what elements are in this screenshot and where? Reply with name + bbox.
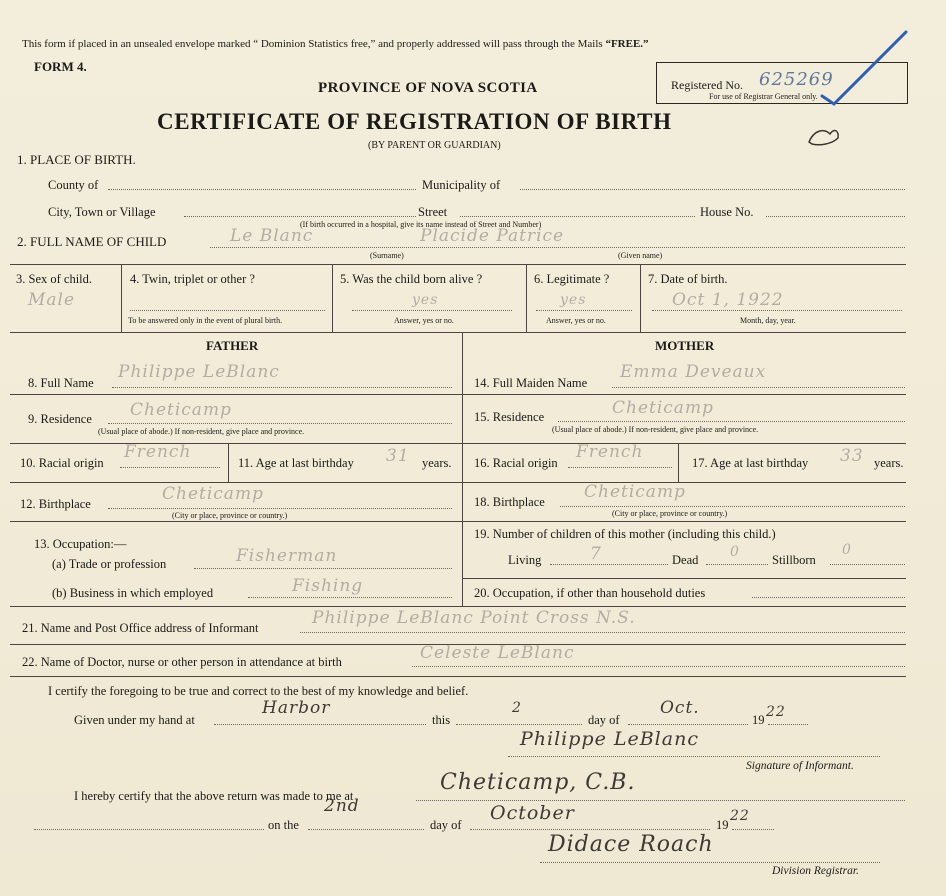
dead-value: 0 bbox=[730, 544, 740, 560]
mother-name-label: 14. Full Maiden Name bbox=[474, 376, 588, 390]
date-of-birth-note: Month, day, year. bbox=[740, 316, 796, 325]
column-divider bbox=[526, 264, 527, 332]
father-birthplace-value: Cheticamp bbox=[162, 484, 264, 504]
place-of-birth-label: 1. PLACE OF BIRTH. bbox=[17, 152, 136, 167]
given-place-value: Harbor bbox=[262, 698, 331, 718]
registrar-year-value: 22 bbox=[730, 808, 750, 824]
mother-occupation-field bbox=[752, 597, 905, 598]
stillborn-value: 0 bbox=[842, 542, 852, 558]
mother-children-label: 19. Number of children of this mother (including this child.) bbox=[474, 527, 776, 541]
sex-value: Male bbox=[28, 290, 76, 310]
mailing-notice bbox=[22, 38, 649, 50]
mother-occupation-label: 20. Occupation, if other than household duties bbox=[474, 586, 706, 600]
mother-birthplace-field bbox=[560, 506, 905, 507]
check-mark-icon bbox=[820, 26, 910, 106]
certify-year-field bbox=[768, 724, 808, 725]
mother-residence-value: Cheticamp bbox=[612, 398, 714, 418]
father-residence-value: Cheticamp bbox=[130, 400, 232, 420]
born-alive-note: Answer, yes or no. bbox=[394, 316, 454, 325]
registrar-place-field bbox=[416, 800, 905, 801]
child-given-name-value: Placide Patrice bbox=[420, 226, 565, 246]
informant-field bbox=[300, 632, 905, 633]
registrar-place-value: Cheticamp, C.B. bbox=[440, 770, 636, 795]
certify-text: I certify the foregoing to be true and correct to the best of my knowledge and belief. bbox=[48, 684, 469, 698]
row-divider bbox=[10, 332, 906, 333]
father-mother-divider bbox=[462, 332, 463, 606]
informant-value: Philippe LeBlanc Point Cross N.S. bbox=[312, 608, 636, 628]
living-field bbox=[550, 564, 668, 565]
attendant-field bbox=[412, 666, 905, 667]
hospital-note: (If birth occurred in a hospital, give its name instead of Street and Number) bbox=[300, 220, 542, 229]
legitimate-field bbox=[536, 310, 632, 311]
registrar-year-field bbox=[732, 829, 774, 830]
father-name-field bbox=[112, 387, 452, 388]
father-name-label: 8. Full Name bbox=[28, 376, 94, 390]
father-racial-field bbox=[120, 467, 220, 468]
mother-name-field bbox=[612, 387, 905, 388]
father-residence-note: (Usual place of abode.) If non-resident, give place and province. bbox=[98, 427, 305, 436]
attendant-label: 22. Name of Doctor, nurse or other person in attendance at birth bbox=[22, 655, 342, 669]
father-birthplace-note: (City or place, province or country.) bbox=[172, 511, 288, 520]
born-alive-field bbox=[352, 310, 512, 311]
sex-label: 3. Sex of child. bbox=[16, 272, 93, 286]
registrar-year-prefix: 19 bbox=[716, 818, 729, 832]
registrar-day-field bbox=[308, 829, 424, 830]
father-trade-field bbox=[194, 568, 452, 569]
mother-residence-note: (Usual place of abode.) If non-resident, give place and province. bbox=[552, 425, 759, 434]
registrar-signature-line bbox=[540, 862, 880, 863]
registrar-day-of-label: day of bbox=[430, 818, 462, 832]
given-name-caption: (Given name) bbox=[618, 251, 663, 260]
row-divider bbox=[10, 676, 906, 677]
child-name-label: 2. FULL NAME OF CHILD bbox=[17, 234, 167, 249]
father-trade-label: (a) Trade or profession bbox=[52, 557, 167, 571]
row-divider bbox=[10, 606, 906, 607]
house-number-field bbox=[766, 216, 905, 217]
twin-field bbox=[130, 310, 325, 311]
certify-month-field bbox=[628, 724, 748, 725]
registrar-day-value: 2nd bbox=[324, 796, 360, 816]
father-years-label: years. bbox=[422, 456, 452, 470]
twin-label: 4. Twin, triplet or other ? bbox=[130, 272, 255, 286]
father-age-value: 31 bbox=[386, 446, 410, 466]
father-birthplace-label: 12. Birthplace bbox=[20, 497, 91, 511]
living-label: Living bbox=[508, 553, 542, 567]
column-divider bbox=[678, 443, 679, 482]
registrar-month-value: October bbox=[490, 802, 575, 824]
father-age-label: 11. Age at last birthday bbox=[238, 456, 354, 470]
informant-signature: Philippe LeBlanc bbox=[520, 728, 699, 750]
surname-caption: (Surname) bbox=[370, 251, 404, 260]
legitimate-label: 6. Legitimate ? bbox=[534, 272, 610, 286]
free-label: “FREE.” bbox=[605, 38, 649, 50]
registrar-signature-caption: Division Registrar. bbox=[772, 865, 859, 877]
father-birthplace-field bbox=[108, 508, 452, 509]
father-business-field bbox=[248, 597, 452, 598]
city-field bbox=[184, 216, 416, 217]
row-divider bbox=[10, 394, 906, 395]
certificate-subtitle: (BY PARENT OR GUARDIAN) bbox=[368, 140, 501, 151]
father-business-label: (b) Business in which employed bbox=[52, 586, 214, 600]
mother-racial-value: French bbox=[576, 442, 644, 462]
mother-birthplace-value: Cheticamp bbox=[584, 482, 686, 502]
mother-age-value: 33 bbox=[840, 446, 864, 466]
municipality-label: Municipality of bbox=[422, 178, 501, 192]
mother-residence-field bbox=[558, 421, 905, 422]
given-place-field bbox=[214, 724, 426, 725]
born-alive-value: yes bbox=[412, 292, 439, 308]
registrar-signature: Didace Roach bbox=[548, 832, 714, 857]
date-of-birth-field bbox=[652, 310, 902, 311]
certificate-title: CERTIFICATE OF REGISTRATION OF BIRTH bbox=[157, 109, 672, 134]
mother-residence-label: 15. Residence bbox=[474, 410, 545, 424]
father-racial-label: 10. Racial origin bbox=[20, 456, 104, 470]
father-heading: FATHER bbox=[206, 338, 259, 353]
this-day-field bbox=[456, 724, 582, 725]
registered-number: 625269 bbox=[759, 69, 834, 90]
stamp-mark-icon bbox=[806, 124, 842, 148]
child-surname-value: Le Blanc bbox=[230, 226, 314, 246]
street-field bbox=[460, 216, 695, 217]
father-name-value: Philippe LeBlanc bbox=[118, 362, 280, 382]
date-of-birth-value: Oct 1, 1922 bbox=[672, 290, 784, 310]
dead-label: Dead bbox=[672, 553, 699, 567]
mailing-notice-text: This form if placed in an unsealed envelope marked “ Dominion Statistics free,” and properly addressed will pass through the Mails bbox=[22, 38, 603, 50]
dead-field bbox=[706, 564, 768, 565]
certify-year-prefix: 19 bbox=[752, 713, 765, 727]
mother-birthplace-note: (City or place, province or country.) bbox=[612, 509, 728, 518]
column-divider bbox=[228, 443, 229, 482]
father-residence-label: 9. Residence bbox=[28, 412, 92, 426]
child-name-field bbox=[210, 247, 905, 248]
stillborn-field bbox=[830, 564, 905, 565]
column-divider bbox=[332, 264, 333, 332]
street-label: Street bbox=[418, 205, 448, 219]
date-of-birth-label: 7. Date of birth. bbox=[648, 272, 728, 286]
municipality-field bbox=[520, 189, 905, 190]
living-value: 7 bbox=[590, 544, 602, 564]
county-label: County of bbox=[48, 178, 99, 192]
informant-label: 21. Name and Post Office address of Informant bbox=[22, 621, 259, 635]
legitimate-note: Answer, yes or no. bbox=[546, 316, 606, 325]
father-occupation-label: 13. Occupation:— bbox=[34, 537, 127, 551]
legitimate-value: yes bbox=[560, 292, 587, 308]
born-alive-label: 5. Was the child born alive ? bbox=[340, 272, 483, 286]
this-label: this bbox=[432, 713, 451, 727]
form-number: FORM 4. bbox=[34, 59, 87, 74]
row-divider bbox=[10, 521, 906, 522]
mother-birthplace-label: 18. Birthplace bbox=[474, 495, 545, 509]
stillborn-label: Stillborn bbox=[772, 553, 816, 567]
registrar-blank-field bbox=[34, 829, 264, 830]
row-divider bbox=[462, 578, 906, 579]
father-residence-field bbox=[108, 423, 452, 424]
mother-name-value: Emma Deveaux bbox=[620, 362, 767, 382]
informant-signature-caption: Signature of Informant. bbox=[746, 760, 854, 772]
informant-signature-line bbox=[508, 756, 880, 757]
mother-racial-label: 16. Racial origin bbox=[474, 456, 558, 470]
certify-day-of-label: day of bbox=[588, 713, 620, 727]
registered-label: Registered No. bbox=[671, 78, 743, 92]
on-the-label: on the bbox=[268, 818, 299, 832]
certify-year-value: 22 bbox=[766, 704, 786, 720]
father-trade-value: Fisherman bbox=[236, 546, 338, 566]
column-divider bbox=[640, 264, 641, 332]
registrar-text: I hereby certify that the above return was made to me at bbox=[74, 789, 354, 803]
certify-month-value: Oct. bbox=[660, 698, 700, 718]
mother-racial-field bbox=[568, 467, 672, 468]
city-label: City, Town or Village bbox=[48, 205, 156, 219]
house-number-label: House No. bbox=[700, 205, 754, 219]
registrar-month-field bbox=[470, 829, 710, 830]
county-field bbox=[108, 189, 416, 190]
province-heading: PROVINCE OF NOVA SCOTIA bbox=[318, 80, 538, 96]
mother-age-label: 17. Age at last birthday bbox=[692, 456, 809, 470]
attendant-value: Celeste LeBlanc bbox=[420, 643, 575, 663]
registrar-use-note: For use of Registrar General only. bbox=[709, 92, 818, 101]
row-divider bbox=[10, 264, 906, 265]
row-divider bbox=[10, 482, 906, 483]
given-under-label: Given under my hand at bbox=[74, 713, 195, 727]
mother-years-label: years. bbox=[874, 456, 904, 470]
mother-heading: MOTHER bbox=[655, 338, 715, 353]
this-day-value: 2 bbox=[512, 700, 522, 716]
twin-note: To be answered only in the event of plural birth. bbox=[128, 316, 283, 325]
father-racial-value: French bbox=[124, 442, 192, 462]
father-business-value: Fishing bbox=[292, 576, 364, 596]
column-divider bbox=[121, 264, 122, 332]
